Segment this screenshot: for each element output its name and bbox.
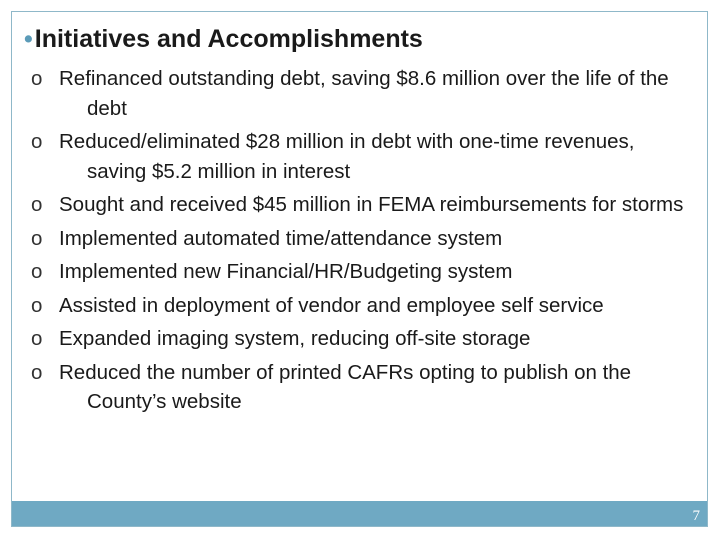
list-item-text: Assisted in deployment of vendor and employee self service (59, 293, 604, 317)
page-number: 7 (692, 508, 700, 524)
title-bullet: • (24, 25, 33, 53)
list-item-text: Reduced/eliminated $28 million in debt with one-time revenues, saving $5.2 million in interest (59, 130, 635, 183)
circle-bullet-icon: o (31, 67, 43, 90)
accomplishments-list (31, 64, 691, 421)
circle-bullet-icon: o (31, 193, 43, 216)
list-item (31, 127, 691, 186)
list-item-text: Expanded imaging system, reducing off-site storage (59, 327, 531, 350)
circle-bullet-icon: o (31, 327, 43, 350)
circle-bullet-icon: o (31, 130, 43, 153)
list-item-text: Sought and received $45 million in FEMA reimbursements for storms (59, 193, 684, 216)
circle-bullet-icon: o (31, 226, 43, 250)
list-item-text: Implemented automated time/attendance system (59, 226, 503, 250)
slide-title (24, 25, 423, 54)
list-item (31, 64, 691, 123)
list-item (31, 224, 691, 254)
list-item (31, 358, 691, 417)
list-item-text: Implemented new Financial/HR/Budgeting system (59, 260, 513, 283)
circle-bullet-icon: o (31, 260, 43, 283)
list-item (31, 291, 691, 321)
circle-bullet-icon: o (31, 293, 43, 317)
list-item (31, 324, 691, 354)
list-item (31, 190, 691, 220)
list-item-text: Refinanced outstanding debt, saving $8.6 million over the life of the debt (59, 67, 669, 120)
footer-bar (12, 501, 707, 526)
list-item (31, 257, 691, 287)
slide-title-text: Initiatives and Accomplishments (34, 25, 423, 53)
circle-bullet-icon: o (31, 360, 43, 384)
list-item-text: Reduced the number of printed CAFRs opting to publish on the County’s website (59, 360, 632, 413)
